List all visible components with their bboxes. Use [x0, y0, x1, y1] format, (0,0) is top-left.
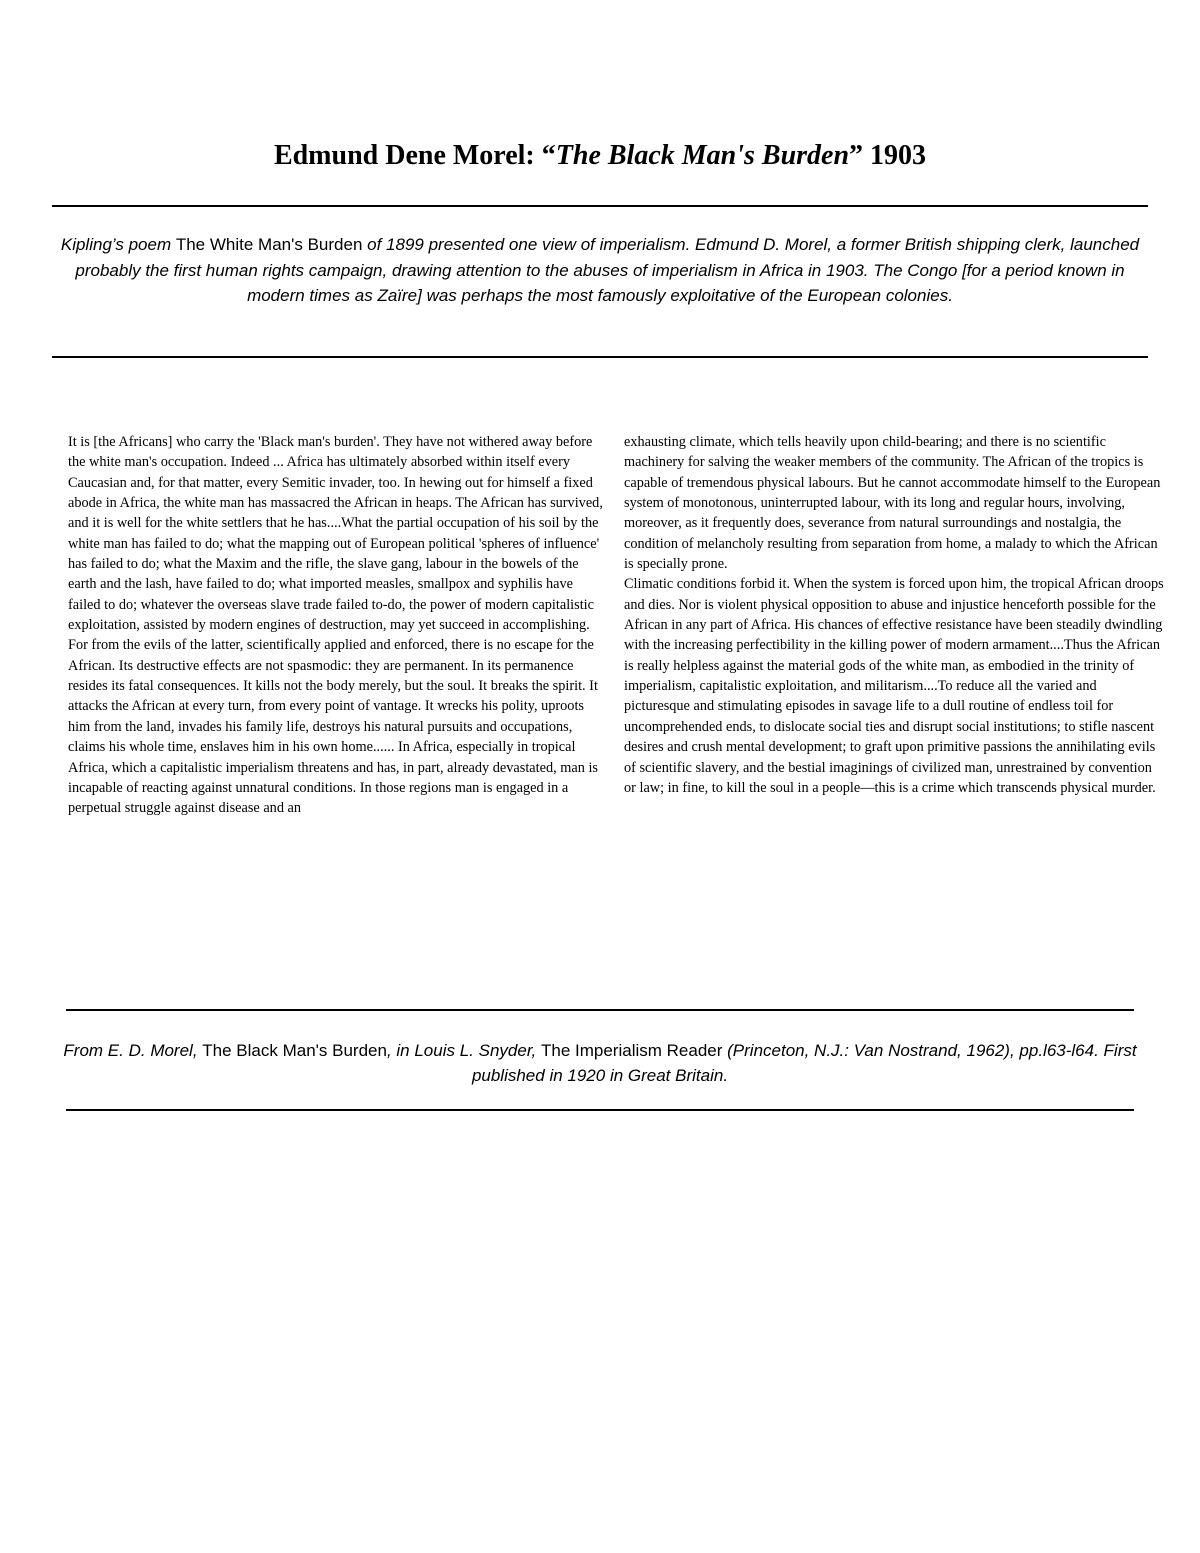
body-column-left	[68, 432, 608, 819]
title-suffix: ” 1903	[849, 140, 927, 171]
source-work-2: The Imperialism Reader	[541, 1041, 723, 1060]
divider-top	[52, 205, 1148, 207]
source-text-1: From E. D. Morel,	[63, 1041, 203, 1060]
source-work-1: The Black Man's Burden	[202, 1041, 387, 1060]
page-title	[0, 138, 1200, 174]
intro-text-1: Kipling’s poem	[60, 235, 176, 254]
intro-text-2: of 1899 presented one view of imperialism. Edmund D. Morel, a former British shipping clerk, launched probably the first human rights campaign, drawing attention to the abuses of imperialism in Africa in 1903. The Congo [for a period known in modern times as Zaïre] was perhaps the most famously exploitative of the European colonies.	[75, 235, 1140, 305]
body-column-right-text-2: Climatic conditions forbid it. When the system is forced upon him, the tropical African droops and dies. Nor is violent physical opposition to abuse and injustice henceforth possible for the African in any part of Africa. His chances of effective resistance have been steadily dwindling with the increasing perfectibility in the killing power of modern armament....Thus the African is really helpless against the material gods of the white man, as embodied in the trinity of imperialism, capitalistic exploitation, and militarism....To reduce all the varied and picturesque and stimulating episodes in savage life to a dull routine of endless toil for uncomprehended ends, to dislocate social ties and disrupt social institutions; to stifle nascent desires and crush mental development; to graft upon primitive passions the annihilating evils of scientific slavery, and the bestial imaginings of civilized man, unrestrained by convention or law; in fine, to kill the soul in a people—this is a crime which transcends physical murder.	[624, 576, 1164, 796]
divider-source-top	[66, 1009, 1134, 1011]
title-prefix: Edmund Dene Morel: “	[273, 140, 556, 171]
title-work: The Black Man's Burden	[555, 140, 850, 171]
body-column-right	[624, 432, 1164, 819]
body-columns	[68, 432, 1164, 819]
intro-paragraph	[60, 232, 1140, 309]
source-text-2: , in Louis L. Snyder,	[386, 1041, 541, 1060]
source-text-3: (Princeton, N.J.: Van Nostrand, 1962), pp.l63-l64. First published in 1920 in Great Britain.	[471, 1041, 1137, 1085]
body-column-right-text-1: exhausting climate, which tells heavily upon child-bearing; and there is no scientific machinery for salving the weaker members of the community. The African of the tropics is capable of tremendous physical labours. But he cannot accommodate himself to the European system of monotonous, uninterrupted labour, with its long and regular hours, involving, moreover, as it frequently does, severance from natural surroundings and nostalgia, the condition of melancholy resulting from separation from home, a malady to which the African is specially prone.	[624, 434, 1161, 573]
source-citation	[60, 1038, 1140, 1088]
intro-work-title: The White Man's Burden	[175, 235, 363, 254]
divider-source-bottom	[66, 1109, 1134, 1111]
body-column-left-text: It is [the Africans] who carry the 'Black man's burden'. They have not withered away before the white man's occupation. Indeed ... Africa has ultimately absorbed within itself every Caucasian and, for that matter, every Semitic invader, too. In hewing out for himself a fixed abode in Africa, the white man has massacred the African in heaps. The African has survived, and it is well for the white settlers that he has....What the partial occupation of his soil by the white man has failed to do; what the mapping out of European political 'spheres of influence' has failed to do; what the Maxim and the rifle, the slave gang, labour in the bowels of the earth and the lash, have failed to do; what imported measles, smallpox and syphilis have failed to do; whatever the overseas slave trade failed to-do, the power of modern capitalistic exploitation, assisted by modern engines of destruction, may yet succeed in accomplishing. For from the evils of the latter, scientifically applied and enforced, there is no escape for the African. Its destructive effects are not spasmodic: they are permanent. In its permanence resides its fatal consequences. It kills not the body merely, but the soul. It breaks the spirit. It attacks the African at every turn, from every point of vantage. It wrecks his polity, uproots him from the land, invades his family life, destroys his natural pursuits and occupations, claims his whole time, enslaves him in his own home...... In Africa, especially in tropical Africa, which a capitalistic imperialism threatens and has, in part, already devastated, man is incapable of reacting against unnatural conditions. In those regions man is engaged in a perpetual struggle against disease and an	[68, 434, 603, 817]
divider-intro	[52, 356, 1148, 358]
